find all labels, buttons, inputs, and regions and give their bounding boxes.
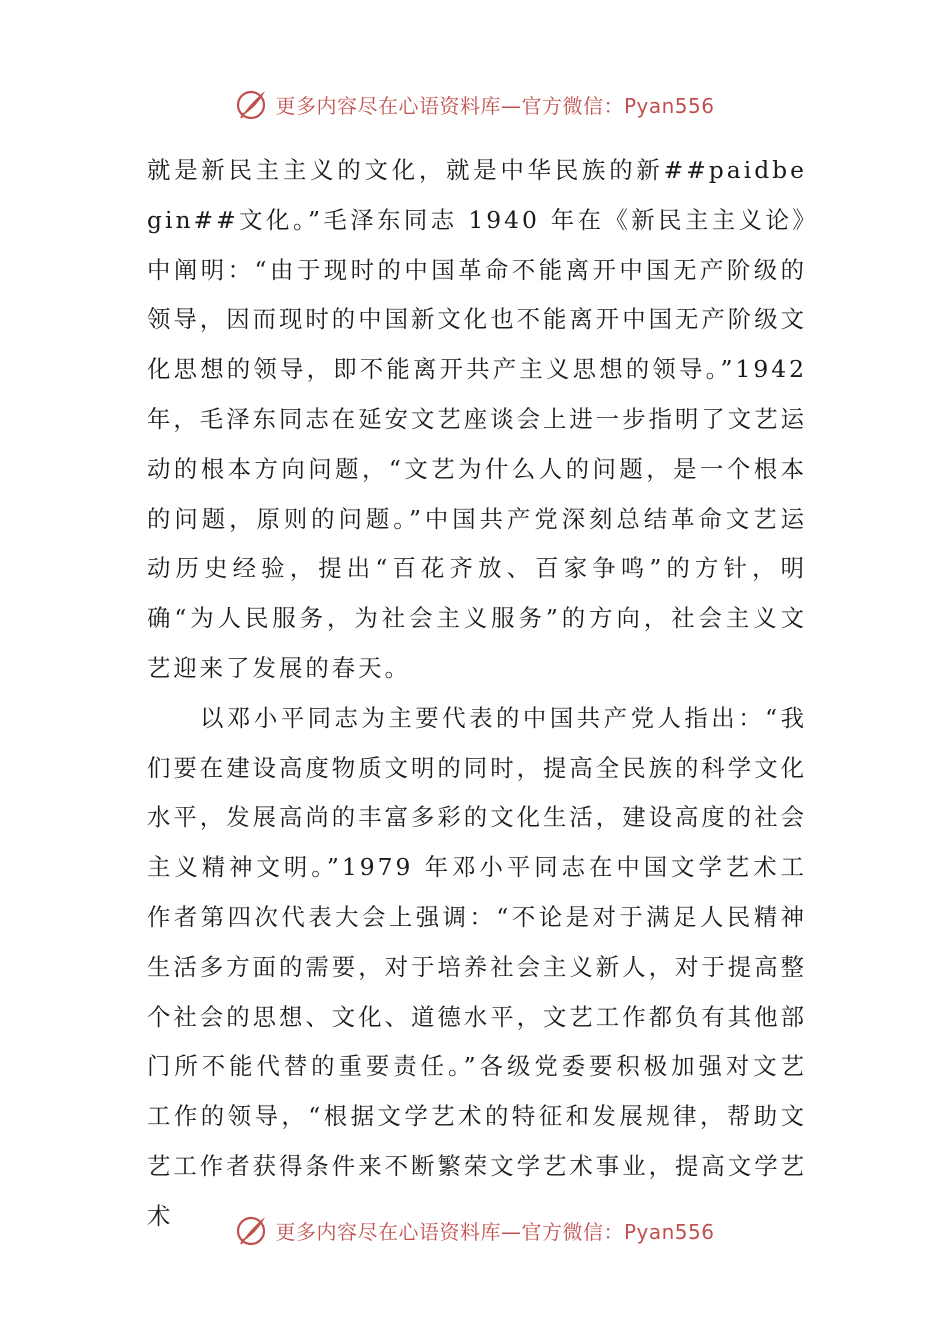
paragraph-1: 就是新民主主义的文化，就是中华民族的新##paidbegin##文化。”毛泽东同志 1940 年在《新民主主义论》中阐明：“由于现时的中国革命不能离开中国无产阶级的领导，因而现时的中国新文化也不能离开中国无产阶级文化思想的领导，即不能离开共产主义思想的领导。”1942 年，毛泽东同志在延安文艺座谈会上进一步指明了文艺运动的根本方向问题，“文艺为什么人的问题，是一个根本的问题，原则的问题。”中国共产党深刻总结革命文艺运动历史经验，提出“百花齐放、百家争鸣”的方针，明确“为人民服务，为社会主义服务”的方向，社会主义文艺迎来了发展的春天。 [147,156,807,682]
paragraph-2: 以邓小平同志为主要代表的中国共产党人指出：“我们要在建设高度物质文明的同时，提高全民族的科学文化水平，发展高尚的丰富多彩的文化生活，建设高度的社会主义精神文明。”1979 年邓小平同志在中国文学艺术工作者第四次代表大会上强调：“不论是对于满足人民精神生活多方面的需要，对于培养社会主义新人，对于提高整个社会的思想、文化、道德水平，文艺工作都负有其他部门所不能代替的重要责任。”各级党委要积极加强对文艺工作的领导，“根据文学艺术的特征和发展规律，帮助文艺工作者获得条件来不断繁荣文学艺术事业，提高文学艺术 [147,703,807,1230]
watermark-text: 更多内容尽在心语资料库—官方微信：Pyan556 [275,1219,715,1244]
footer-watermark [0,1212,950,1248]
quill-pen-circle-icon [235,1213,269,1247]
quill-pen-circle-icon [235,87,269,121]
watermark-text: 更多内容尽在心语资料库—官方微信：Pyan556 [275,93,715,118]
header-watermark [0,86,950,122]
document-body [147,146,807,1242]
